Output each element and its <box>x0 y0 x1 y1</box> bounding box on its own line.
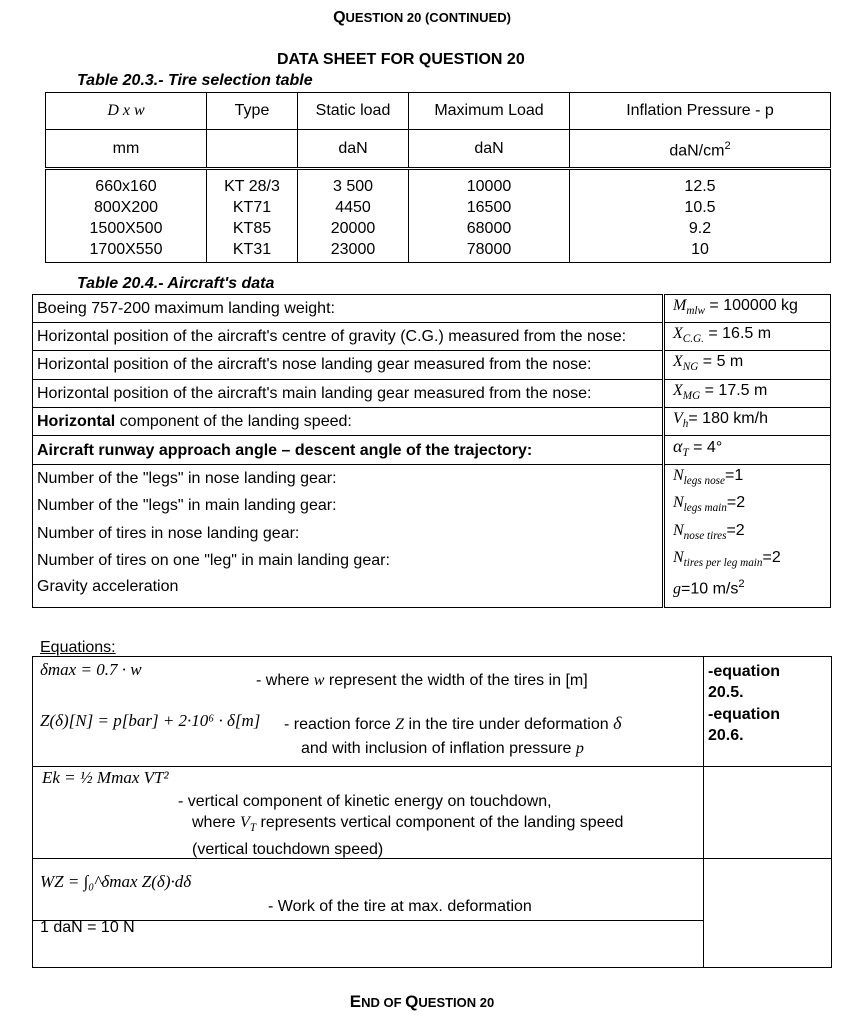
equation-3-description <box>178 791 623 860</box>
symbol: N <box>673 548 684 566</box>
value: = 16.5 m <box>703 325 772 343</box>
footer-initial: E <box>349 992 362 1011</box>
table1-unit-cell <box>207 130 298 169</box>
table1-header-dxw <box>46 93 207 130</box>
value: = 5 m <box>698 353 744 371</box>
text: (vertical touchdown speed) <box>192 841 384 859</box>
table-row <box>46 239 831 263</box>
equation-1-label: -equation 20.5. <box>708 663 780 701</box>
formula-text: Ek = ½ Mmax VT² <box>42 768 169 787</box>
aircraft-data-table <box>32 294 831 608</box>
value: =2 <box>726 494 746 512</box>
table-cell: Gravity acceleration <box>33 574 664 608</box>
table-cell <box>33 407 664 435</box>
table-value-cell <box>664 407 831 435</box>
table-cell: 800X200 <box>46 197 207 218</box>
equation-2-label: -equation 20.6. <box>708 706 780 744</box>
symbol: N <box>673 521 684 539</box>
table-row <box>33 323 831 351</box>
symbol: α <box>673 435 683 456</box>
table-cell: Horizontal position of the aircraft's centre of gravity (C.G.) measured from the nose: <box>33 323 664 351</box>
equation-1-description <box>256 670 588 691</box>
table-cell: Boeing 757-200 maximum landing weight: <box>33 295 664 323</box>
text: represent the width of the tires in [m] <box>324 672 588 689</box>
table-cell: 1500X500 <box>46 218 207 239</box>
equation-2-description <box>284 713 621 735</box>
symbol-sub: NG <box>682 361 699 374</box>
value-sup: 2 <box>738 577 745 590</box>
table-value-cell <box>664 435 831 464</box>
value: = 17.5 m <box>700 381 768 399</box>
symbol: N <box>673 467 684 485</box>
text: - where <box>256 672 314 689</box>
table-row <box>33 465 831 493</box>
question-heading-rest: UESTION 20 (CONTINUED) <box>345 10 511 25</box>
table-cell: 10000 <box>409 169 570 198</box>
value: =1 <box>725 467 744 485</box>
symbol: X <box>673 381 683 399</box>
table1-header-text: D x w <box>107 102 145 119</box>
table1-header-max: Maximum Load <box>409 93 570 130</box>
question-heading <box>0 9 844 27</box>
table-cell: Number of the "legs" in nose landing gear: <box>33 465 664 493</box>
table-row <box>33 492 831 519</box>
value: =2 <box>762 548 781 566</box>
symbol-sub: C.G. <box>682 333 704 346</box>
table-row <box>33 435 831 464</box>
table-row <box>33 295 831 323</box>
table-row <box>33 407 831 435</box>
var: p <box>575 740 584 757</box>
table-row <box>33 351 831 379</box>
text: and with inclusion of inflation pressure <box>301 740 576 757</box>
table1-unit-cell: daN <box>298 130 409 169</box>
table-cell: Horizontal position of the aircraft's main landing gear measured from the nose: <box>33 379 664 407</box>
table-cell: 78000 <box>409 239 570 263</box>
table1-caption: Table 20.3.- Tire selection table <box>77 72 313 89</box>
text: represents vertical component of the landing speed <box>256 814 624 831</box>
var: w <box>313 672 325 689</box>
formula-text: δmax = 0.7 · w <box>40 660 142 679</box>
footer-initial: Q <box>405 992 419 1011</box>
tire-selection-table <box>45 92 831 263</box>
table1-header-inflation <box>570 93 831 130</box>
equation-3-formula <box>42 768 169 788</box>
bold-text: Horizontal <box>37 412 116 430</box>
table1-header-type: Type <box>207 93 298 130</box>
symbol-sub: legs nose <box>683 475 725 488</box>
symbol-sub: legs main <box>683 502 727 515</box>
table-cell <box>33 435 664 464</box>
table-cell: Horizontal position of the aircraft's nose landing gear measured from the nose: <box>33 351 664 379</box>
equation-4-description: - Work of the tire at max. deformation <box>268 898 532 915</box>
value: =2 <box>726 521 745 539</box>
value: = 4° <box>688 438 723 456</box>
table-value-cell <box>664 574 831 608</box>
symbol: V <box>673 409 683 427</box>
equation-2-description-line2 <box>301 738 584 759</box>
table-value-cell <box>664 351 831 379</box>
table-cell: Number of the "legs" in main landing gear: <box>33 492 664 519</box>
symbol-sub: T <box>682 447 689 460</box>
text: - reaction force <box>284 716 396 733</box>
table-cell: 4450 <box>298 197 409 218</box>
table-cell: 3 500 <box>298 169 409 198</box>
table-cell: Number of tires in nose landing gear: <box>33 520 664 547</box>
symbol-sub: nose tires <box>683 529 727 542</box>
table-cell: Number of tires on one "leg" in main landing gear: <box>33 547 664 574</box>
data-sheet-title: DATA SHEET FOR QUESTION 20 <box>277 51 525 68</box>
table-cell: KT71 <box>207 197 298 218</box>
table1-unit-row <box>46 130 831 169</box>
equation-1-formula <box>40 660 142 680</box>
equation-4-formula: WZ = ∫₀^δmax Z(δ)·dδ <box>40 872 192 891</box>
table2-caption: Table 20.4.- Aircraft's data <box>77 275 275 292</box>
table-row <box>46 218 831 239</box>
table-cell: 20000 <box>298 218 409 239</box>
var: Z <box>395 716 405 733</box>
end-of-question <box>0 992 844 1012</box>
table-value-cell <box>664 492 831 519</box>
question-heading-initial: Q <box>333 9 346 26</box>
text: component of the landing speed: <box>115 412 352 430</box>
table-row <box>33 547 831 574</box>
eq-divider-h1 <box>33 766 831 767</box>
value: = 180 km/h <box>688 409 768 427</box>
table-row <box>46 169 831 198</box>
text: - vertical component of kinetic energy on touchdown, <box>178 793 552 810</box>
table-cell: 660x160 <box>46 169 207 198</box>
table-cell: KT85 <box>207 218 298 239</box>
bold-text: Aircraft runway approach angle – descent angle of the trajectory: <box>37 441 533 459</box>
table-cell: 1700X550 <box>46 239 207 263</box>
value: =10 m/s <box>681 580 739 598</box>
table-cell: 9.2 <box>570 218 831 239</box>
footer-text: UESTION 20 <box>418 995 495 1010</box>
eq-divider-vertical <box>703 657 704 967</box>
symbol: X <box>673 353 683 371</box>
text: where <box>192 814 241 831</box>
table-row <box>33 574 831 608</box>
unit-sup: 2 <box>724 140 731 152</box>
table-value-cell <box>664 323 831 351</box>
footer-text: ND OF <box>361 995 406 1010</box>
table-row <box>33 379 831 407</box>
text: in the tire under deformation <box>404 716 614 733</box>
symbol-sub: MG <box>682 389 701 402</box>
table1-unit-cell: daN <box>409 130 570 169</box>
table-cell: KT 28/3 <box>207 169 298 198</box>
symbol-sub: mlw <box>686 305 705 318</box>
table-value-cell <box>664 465 831 493</box>
var-vt: $V_T$ <box>240 814 257 835</box>
table-value-cell <box>664 295 831 323</box>
table1-header-text: Inflation Pressure - p <box>626 102 774 119</box>
table-cell: 12.5 <box>570 169 831 198</box>
text-line <box>178 812 623 839</box>
table-cell: 68000 <box>409 218 570 239</box>
symbol: N <box>673 494 684 512</box>
symbol-sub: h <box>682 417 689 430</box>
table-cell: 10 <box>570 239 831 263</box>
symbol: M <box>673 297 687 314</box>
table-value-cell <box>664 547 831 574</box>
unit-text: daN/cm <box>669 142 725 160</box>
table-cell: 16500 <box>409 197 570 218</box>
symbol-sub: tires per leg main <box>683 556 763 569</box>
table1-header-static: Static load <box>298 93 409 130</box>
equations-heading: Equations: <box>40 639 116 656</box>
table-value-cell <box>664 379 831 407</box>
table1-unit-cell: mm <box>46 130 207 169</box>
table1-header-row <box>46 93 831 130</box>
unit-conversion: 1 daN = 10 N <box>40 919 135 936</box>
table-cell: KT31 <box>207 239 298 263</box>
table-row <box>46 197 831 218</box>
var: δ <box>613 713 622 733</box>
table-cell: 23000 <box>298 239 409 263</box>
symbol: g <box>673 580 681 598</box>
table-cell: 10.5 <box>570 197 831 218</box>
table-row <box>33 520 831 547</box>
value: = 100000 kg <box>704 297 798 314</box>
equation-2-formula: Z(δ)[N] = p[bar] + 2·10⁶ · δ[m] <box>40 711 261 730</box>
table1-unit-cell <box>570 130 831 169</box>
table-value-cell <box>664 520 831 547</box>
symbol: X <box>673 325 683 343</box>
